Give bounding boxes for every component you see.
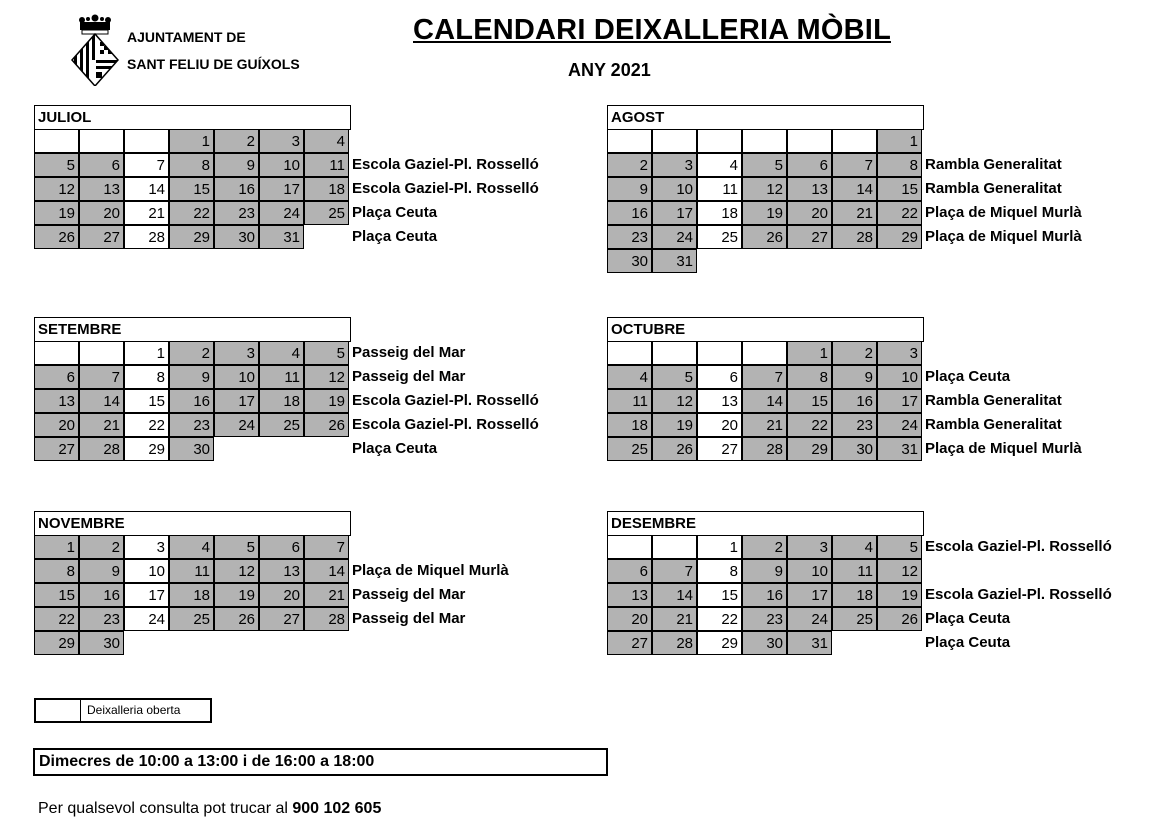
day-cell: 28: [79, 437, 124, 461]
open-day-cell: 27: [697, 437, 742, 461]
day-cell: 28: [652, 631, 697, 655]
day-cell: 2: [742, 535, 787, 559]
open-day-cell: 15: [697, 583, 742, 607]
empty-day-cell: [34, 341, 79, 365]
open-day-cell: 17: [124, 583, 169, 607]
day-cell: 21: [79, 413, 124, 437]
open-day-cell: 8: [697, 559, 742, 583]
day-cell: 22: [877, 201, 922, 225]
day-cell: 6: [607, 559, 652, 583]
day-cell: 29: [169, 225, 214, 249]
day-cell: 31: [259, 225, 304, 249]
day-cell: 20: [259, 583, 304, 607]
day-cell: 12: [652, 389, 697, 413]
day-cell: 23: [79, 607, 124, 631]
day-cell: 7: [79, 365, 124, 389]
day-cell: 9: [742, 559, 787, 583]
open-day-cell: 11: [697, 177, 742, 201]
open-day-cell: 18: [697, 201, 742, 225]
day-cell: 31: [877, 437, 922, 461]
day-cell: 15: [787, 389, 832, 413]
day-cell: 5: [304, 341, 349, 365]
month-name: NOVEMBRE: [34, 511, 351, 536]
day-cell: 19: [304, 389, 349, 413]
day-cell: 25: [169, 607, 214, 631]
day-cell: 15: [34, 583, 79, 607]
day-cell: 19: [214, 583, 259, 607]
day-cell: 7: [652, 559, 697, 583]
day-cell: 24: [787, 607, 832, 631]
day-cell: 7: [832, 153, 877, 177]
day-cell: 3: [214, 341, 259, 365]
empty-day-cell: [652, 341, 697, 365]
day-cell: 15: [877, 177, 922, 201]
day-cell: 30: [214, 225, 259, 249]
day-cell: 6: [79, 153, 124, 177]
day-cell: 12: [742, 177, 787, 201]
week-location: Plaça Ceuta: [352, 228, 438, 245]
day-cell: 27: [607, 631, 652, 655]
day-cell: 29: [877, 225, 922, 249]
day-cell: 13: [787, 177, 832, 201]
day-cell: 16: [79, 583, 124, 607]
day-cell: 18: [169, 583, 214, 607]
open-day-cell: 6: [697, 365, 742, 389]
day-cell: 21: [742, 413, 787, 437]
day-cell: 9: [832, 365, 877, 389]
day-cell: 14: [832, 177, 877, 201]
day-cell: 23: [832, 413, 877, 437]
page-title: CALENDARI DEIXALLERIA MÒBIL: [413, 14, 891, 46]
open-day-cell: 22: [124, 413, 169, 437]
day-cell: 10: [652, 177, 697, 201]
day-cell: 23: [214, 201, 259, 225]
month-name: JULIOL: [34, 105, 351, 130]
day-cell: 5: [877, 535, 922, 559]
day-cell: 22: [787, 413, 832, 437]
day-cell: 2: [607, 153, 652, 177]
day-cell: 24: [652, 225, 697, 249]
day-cell: 19: [34, 201, 79, 225]
open-day-cell: 22: [697, 607, 742, 631]
day-cell: 4: [832, 535, 877, 559]
day-cell: 16: [607, 201, 652, 225]
open-day-cell: 1: [697, 535, 742, 559]
day-cell: 28: [304, 607, 349, 631]
day-cell: 12: [214, 559, 259, 583]
day-cell: 18: [607, 413, 652, 437]
day-cell: 26: [304, 413, 349, 437]
legend-label: Deixalleria oberta: [87, 703, 181, 717]
empty-day-cell: [607, 341, 652, 365]
day-cell: 28: [832, 225, 877, 249]
day-cell: 14: [79, 389, 124, 413]
day-cell: 26: [742, 225, 787, 249]
day-cell: 4: [169, 535, 214, 559]
day-cell: 7: [304, 535, 349, 559]
day-cell: 10: [259, 153, 304, 177]
day-cell: 20: [787, 201, 832, 225]
empty-day-cell: [742, 341, 787, 365]
month-name: AGOST: [607, 105, 924, 130]
day-cell: 2: [214, 129, 259, 153]
day-cell: 17: [787, 583, 832, 607]
week-location: Escola Gaziel-Pl. Rosselló: [925, 586, 1112, 603]
day-cell: 1: [169, 129, 214, 153]
day-cell: 23: [742, 607, 787, 631]
week-location: Escola Gaziel-Pl. Rosselló: [352, 392, 539, 409]
empty-day-cell: [79, 129, 124, 153]
day-cell: 2: [79, 535, 124, 559]
day-cell: 4: [304, 129, 349, 153]
day-cell: 30: [169, 437, 214, 461]
day-cell: 3: [259, 129, 304, 153]
week-location: Plaça Ceuta: [352, 204, 438, 221]
open-day-cell: 29: [124, 437, 169, 461]
empty-day-cell: [652, 129, 697, 153]
week-location: Escola Gaziel-Pl. Rosselló: [352, 416, 539, 433]
day-cell: 21: [832, 201, 877, 225]
open-day-cell: 7: [124, 153, 169, 177]
week-location: Plaça Ceuta: [352, 440, 438, 457]
day-cell: 30: [742, 631, 787, 655]
day-cell: 7: [742, 365, 787, 389]
contact-phone: 900 102 605: [292, 800, 382, 817]
year-label: ANY 2021: [568, 60, 651, 80]
day-cell: 9: [169, 365, 214, 389]
day-cell: 5: [742, 153, 787, 177]
week-location: Plaça de Miquel Murlà: [352, 562, 509, 579]
day-cell: 10: [787, 559, 832, 583]
empty-day-cell: [697, 129, 742, 153]
day-cell: 24: [259, 201, 304, 225]
day-cell: 16: [742, 583, 787, 607]
empty-day-cell: [697, 341, 742, 365]
month-name: DESEMBRE: [607, 511, 924, 536]
day-cell: 30: [607, 249, 652, 273]
day-cell: 21: [652, 607, 697, 631]
day-cell: 19: [652, 413, 697, 437]
week-location: Passeig del Mar: [352, 368, 466, 385]
open-day-cell: 1: [124, 341, 169, 365]
day-cell: 20: [34, 413, 79, 437]
day-cell: 2: [169, 341, 214, 365]
empty-day-cell: [652, 535, 697, 559]
week-location: Escola Gaziel-Pl. Rosselló: [925, 538, 1112, 555]
day-cell: 10: [214, 365, 259, 389]
day-cell: 25: [259, 413, 304, 437]
open-day-cell: 3: [124, 535, 169, 559]
day-cell: 12: [877, 559, 922, 583]
week-location: Rambla Generalitat: [925, 156, 1062, 173]
day-cell: 11: [169, 559, 214, 583]
day-cell: 4: [259, 341, 304, 365]
day-cell: 18: [259, 389, 304, 413]
open-day-cell: 21: [124, 201, 169, 225]
day-cell: 23: [169, 413, 214, 437]
open-day-cell: 25: [697, 225, 742, 249]
day-cell: 24: [214, 413, 259, 437]
open-day-cell: 15: [124, 389, 169, 413]
day-cell: 9: [214, 153, 259, 177]
day-cell: 17: [877, 389, 922, 413]
week-location: Rambla Generalitat: [925, 416, 1062, 433]
day-cell: 18: [304, 177, 349, 201]
day-cell: 11: [304, 153, 349, 177]
day-cell: 6: [787, 153, 832, 177]
day-cell: 25: [607, 437, 652, 461]
day-cell: 8: [34, 559, 79, 583]
week-location: Plaça Ceuta: [925, 610, 1011, 627]
contact-line: [38, 800, 381, 818]
day-cell: 11: [607, 389, 652, 413]
day-cell: 15: [169, 177, 214, 201]
day-cell: 20: [79, 201, 124, 225]
day-cell: 2: [832, 341, 877, 365]
day-cell: 31: [652, 249, 697, 273]
week-location: Passeig del Mar: [352, 586, 466, 603]
day-cell: 19: [742, 201, 787, 225]
day-cell: 26: [877, 607, 922, 631]
day-cell: 26: [214, 607, 259, 631]
week-location: Rambla Generalitat: [925, 180, 1062, 197]
day-cell: 14: [742, 389, 787, 413]
day-cell: 17: [259, 177, 304, 201]
month-name: SETEMBRE: [34, 317, 351, 342]
empty-day-cell: [607, 129, 652, 153]
week-location: Plaça de Miquel Murlà: [925, 440, 1082, 457]
day-cell: 13: [259, 559, 304, 583]
day-cell: 26: [34, 225, 79, 249]
day-cell: 16: [832, 389, 877, 413]
day-cell: 5: [34, 153, 79, 177]
week-location: Passeig del Mar: [352, 344, 466, 361]
empty-day-cell: [787, 129, 832, 153]
day-cell: 22: [169, 201, 214, 225]
day-cell: 29: [787, 437, 832, 461]
week-location: Plaça Ceuta: [925, 634, 1011, 651]
day-cell: 13: [79, 177, 124, 201]
organization-name-line1: AJUNTAMENT DE: [127, 29, 246, 45]
empty-day-cell: [607, 535, 652, 559]
empty-day-cell: [742, 129, 787, 153]
day-cell: 20: [607, 607, 652, 631]
month-name: OCTUBRE: [607, 317, 924, 342]
day-cell: 19: [877, 583, 922, 607]
open-day-cell: 8: [124, 365, 169, 389]
day-cell: 1: [34, 535, 79, 559]
week-location: Plaça de Miquel Murlà: [925, 204, 1082, 221]
municipal-coat-of-arms-icon: [70, 14, 120, 86]
day-cell: 4: [607, 365, 652, 389]
day-cell: 3: [877, 341, 922, 365]
day-cell: 17: [214, 389, 259, 413]
empty-day-cell: [832, 129, 877, 153]
day-cell: 24: [877, 413, 922, 437]
day-cell: 3: [787, 535, 832, 559]
day-cell: 14: [304, 559, 349, 583]
empty-day-cell: [79, 341, 124, 365]
open-day-cell: 10: [124, 559, 169, 583]
contact-text: Per qualsevol consulta pot trucar al: [38, 800, 293, 817]
day-cell: 27: [79, 225, 124, 249]
open-day-cell: 28: [124, 225, 169, 249]
day-cell: 9: [79, 559, 124, 583]
day-cell: 17: [652, 201, 697, 225]
open-day-cell: 29: [697, 631, 742, 655]
day-cell: 11: [832, 559, 877, 583]
day-cell: 6: [259, 535, 304, 559]
day-cell: 30: [79, 631, 124, 655]
week-location: Passeig del Mar: [352, 610, 466, 627]
day-cell: 25: [832, 607, 877, 631]
week-location: Plaça Ceuta: [925, 368, 1011, 385]
day-cell: 28: [742, 437, 787, 461]
empty-day-cell: [124, 129, 169, 153]
day-cell: 13: [34, 389, 79, 413]
week-location: Rambla Generalitat: [925, 392, 1062, 409]
week-location: Escola Gaziel-Pl. Rosselló: [352, 180, 539, 197]
opening-hours: Dimecres de 10:00 a 13:00 i de 16:00 a 18:00: [33, 748, 608, 776]
day-cell: 3: [652, 153, 697, 177]
day-cell: 21: [304, 583, 349, 607]
week-location: Plaça de Miquel Murlà: [925, 228, 1082, 245]
day-cell: 16: [214, 177, 259, 201]
day-cell: 23: [607, 225, 652, 249]
day-cell: 26: [652, 437, 697, 461]
day-cell: 29: [34, 631, 79, 655]
day-cell: 1: [787, 341, 832, 365]
day-cell: 27: [787, 225, 832, 249]
day-cell: 9: [607, 177, 652, 201]
day-cell: 13: [607, 583, 652, 607]
day-cell: 27: [34, 437, 79, 461]
day-cell: 12: [304, 365, 349, 389]
day-cell: 5: [652, 365, 697, 389]
open-day-cell: 20: [697, 413, 742, 437]
open-day-cell: 4: [697, 153, 742, 177]
day-cell: 25: [304, 201, 349, 225]
legend: [34, 698, 212, 723]
day-cell: 27: [259, 607, 304, 631]
open-day-cell: 13: [697, 389, 742, 413]
week-location: Escola Gaziel-Pl. Rosselló: [352, 156, 539, 173]
day-cell: 12: [34, 177, 79, 201]
day-cell: 14: [652, 583, 697, 607]
day-cell: 5: [214, 535, 259, 559]
day-cell: 30: [832, 437, 877, 461]
day-cell: 8: [877, 153, 922, 177]
open-day-cell: 24: [124, 607, 169, 631]
open-day-cell: 14: [124, 177, 169, 201]
day-cell: 16: [169, 389, 214, 413]
empty-day-cell: [34, 129, 79, 153]
day-cell: 11: [259, 365, 304, 389]
organization-name-line2: SANT FELIU DE GUÍXOLS: [127, 56, 300, 72]
day-cell: 8: [169, 153, 214, 177]
day-cell: 31: [787, 631, 832, 655]
day-cell: 18: [832, 583, 877, 607]
day-cell: 22: [34, 607, 79, 631]
day-cell: 10: [877, 365, 922, 389]
day-cell: 1: [877, 129, 922, 153]
day-cell: 8: [787, 365, 832, 389]
legend-open-swatch: [36, 700, 81, 721]
day-cell: 6: [34, 365, 79, 389]
